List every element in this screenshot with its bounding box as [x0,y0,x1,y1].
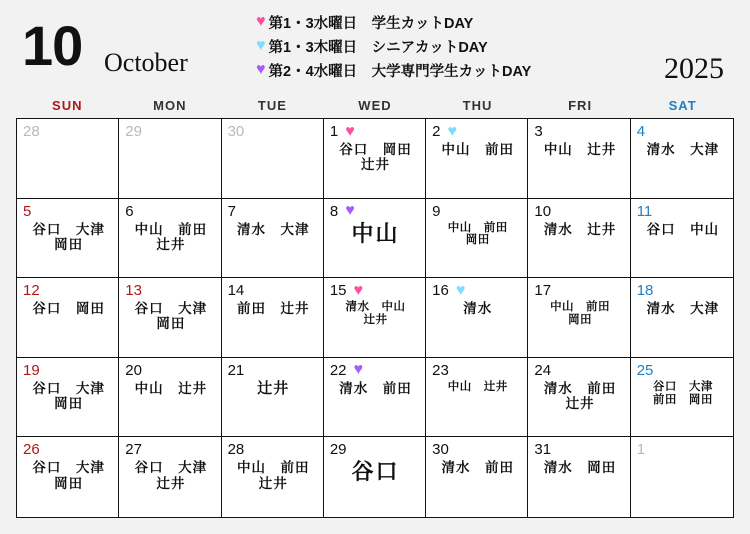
calendar-day-cell[interactable] [426,358,528,438]
day-number: 2 [432,123,441,140]
staff-name-line: 岡田 [54,475,84,491]
day-number-row [228,122,319,141]
day-number: 21 [227,361,245,379]
staff-names [534,381,625,411]
day-number: 22 [329,361,347,379]
day-number-row [534,122,625,141]
staff-name-line: 清水 大津 [646,142,720,157]
staff-name-line: 辻井 [156,236,186,252]
staff-names [432,301,523,316]
heart-icon: ♥ [256,37,266,54]
day-number: 6 [125,202,134,220]
day-number-row [534,361,625,380]
day-number: 16 [432,282,449,300]
staff-name-line: 清水 岡田 [543,460,617,476]
month-number: 10 [22,14,83,77]
calendar-day-cell[interactable] [324,199,426,279]
legend [256,10,656,82]
weekday-label-wed: WED [358,98,392,113]
calendar-day-cell[interactable] [324,278,426,358]
day-number: 3 [534,123,543,140]
staff-names [637,381,729,407]
calendar-day-cell[interactable] [222,199,324,279]
staff-name-line: 中山 前田 [134,221,208,237]
calendar-day-cell[interactable] [222,119,324,199]
day-number-row [330,122,421,141]
calendar-header [0,0,750,96]
day-number-row [432,361,523,380]
day-number-row [125,281,216,300]
day-number: 26 [23,441,40,459]
day-number-row [534,440,625,459]
staff-name-line: 谷口 大津 [32,380,105,396]
staff-name-line: 谷口 岡田 [32,301,105,317]
calendar-day-cell[interactable] [119,119,221,199]
staff-name-line: 谷口 大津 [652,380,713,393]
staff-name-line: 辻井 [565,395,595,411]
staff-name-line: 清水 前田 [441,460,515,476]
staff-names [637,301,729,316]
calendar-grid [16,118,734,518]
staff-name-line: 清水 前田 [339,380,412,396]
day-number-row [228,361,319,380]
calendar-day-cell[interactable] [17,119,119,199]
day-number-row [23,361,114,380]
staff-name-line: 中山 [351,220,400,246]
calendar-day-cell[interactable] [119,437,221,517]
month-name: October [104,48,188,77]
day-number: 19 [23,361,40,379]
heart-icon: ♥ [447,122,457,140]
calendar-day-cell[interactable] [631,199,733,279]
staff-names [432,142,523,157]
staff-name-line: 谷口 大津 [134,301,208,317]
staff-name-line: 中山 前田 [441,142,515,157]
staff-names [228,222,319,237]
weekday-label-sun: SUN [52,98,83,113]
calendar-day-cell[interactable] [528,119,630,199]
day-number-row [637,440,729,459]
year-label: 2025 [664,52,724,85]
staff-name-line: 清水 [463,301,493,317]
day-number: 24 [534,361,552,379]
staff-name-line: 辻井 [156,475,186,491]
heart-icon: ♥ [256,13,266,30]
staff-name-line: 清水 大津 [646,301,720,317]
calendar-day-cell[interactable] [528,437,630,517]
day-number: 28 [227,441,245,459]
heart-icon: ♥ [345,122,355,140]
staff-names [23,381,114,411]
staff-name-line: 岡田 [54,236,84,252]
staff-names [228,460,319,490]
day-number: 8 [329,202,339,220]
staff-names [330,301,421,327]
legend-row [256,58,656,82]
day-number-row [637,281,729,300]
calendar-day-cell[interactable] [426,199,528,279]
day-number-row [23,202,114,221]
calendar-day-cell[interactable] [426,437,528,517]
staff-names [330,381,421,396]
staff-names [125,301,216,331]
staff-name-line: 岡田 [568,314,593,327]
day-number: 23 [432,361,449,379]
day-number-row [228,202,319,221]
day-number: 30 [432,441,449,459]
legend-row [256,34,656,58]
staff-names [23,301,114,316]
calendar-day-cell[interactable] [528,199,630,279]
day-number: 11 [636,202,653,220]
staff-names [125,222,216,252]
day-number-row [23,122,114,141]
calendar-day-cell[interactable] [17,358,119,438]
staff-name-line: 辻井 [360,157,390,173]
day-number: 18 [636,282,654,300]
day-number: 20 [125,361,142,379]
heart-icon: ♥ [345,202,355,220]
day-number: 15 [329,282,347,300]
calendar-day-cell[interactable] [17,199,119,279]
calendar-day-cell[interactable] [222,437,324,517]
day-number-row [432,440,523,459]
heart-icon: ♥ [256,61,266,78]
staff-name-line: 谷口 大津 [32,460,105,476]
calendar-day-cell[interactable] [17,437,119,517]
staff-name-line: 辻井 [258,475,288,491]
heart-icon: ♥ [353,281,364,299]
legend-label: 第1・3水曜日 学生カットDAY [268,15,474,32]
day-number-row [432,281,523,300]
staff-names [637,222,729,237]
calendar-day-cell[interactable] [119,199,221,279]
day-number: 25 [636,361,654,379]
calendar-day-cell[interactable] [324,119,426,199]
day-number: 29 [329,441,347,459]
staff-names [125,460,216,490]
day-number-row [125,361,216,380]
day-number-row [125,440,216,459]
day-number: 28 [23,123,40,140]
day-number: 30 [227,123,245,140]
staff-name-line: 清水 中山 [345,301,406,314]
day-number: 14 [227,282,245,300]
day-number: 27 [125,441,142,459]
staff-name-line: 谷口 中山 [646,221,720,237]
day-number: 12 [23,282,40,300]
day-number-row [23,281,114,300]
day-number-row [125,202,216,221]
day-number-row [330,202,421,221]
day-number-row [330,281,421,300]
calendar-day-cell[interactable] [631,278,733,358]
staff-names [534,222,625,237]
staff-name-line: 中山 辻井 [543,142,617,157]
staff-name-line: 清水 前田 [543,380,617,396]
day-number: 1 [329,123,339,140]
day-number: 10 [534,202,552,220]
weekday-header-row [16,98,734,118]
weekday-label-fri: FRI [568,98,593,113]
calendar-day-cell[interactable] [222,358,324,438]
day-number: 9 [432,202,441,220]
day-number: 13 [125,282,142,300]
legend-label: 第1・3木曜日 シニアカットDAY [268,39,488,56]
weekday-label-thu: THU [462,98,493,113]
day-number: 4 [636,123,646,140]
calendar-day-cell[interactable] [426,119,528,199]
staff-names [534,142,625,157]
staff-names [228,381,319,398]
staff-name-line: 谷口 大津 [32,221,105,237]
weekday-label-mon: MON [153,98,187,113]
day-number-row [228,440,319,459]
calendar-day-cell[interactable] [631,358,733,438]
calendar-day-cell[interactable] [528,278,630,358]
staff-name-line: 中山 前田 [447,221,508,234]
staff-name-line: 岡田 [465,234,490,247]
calendar-day-cell[interactable] [222,278,324,358]
day-number-row [534,281,625,300]
day-number-row [432,202,523,221]
staff-names [534,301,625,327]
day-number-row [637,361,729,380]
day-number: 17 [534,282,552,300]
staff-name-line: 谷口 岡田 [339,142,412,157]
staff-name-line: 中山 辻井 [134,380,208,396]
legend-row [256,10,656,34]
day-number-row [637,122,729,141]
staff-names [637,142,729,157]
staff-name-line: 岡田 [156,316,186,332]
staff-names [432,381,523,394]
calendar-day-cell[interactable] [324,437,426,517]
day-number-row [432,122,523,141]
day-number: 1 [636,441,646,459]
staff-names [330,142,421,172]
weekday-label-sat: SAT [668,98,697,113]
staff-name-line: 辻井 [257,379,290,397]
staff-name-line: 清水 辻井 [543,221,617,237]
staff-names [330,222,421,247]
heart-icon: ♥ [353,361,364,379]
staff-names [23,222,114,252]
staff-name-line: 前田 辻井 [236,301,310,317]
staff-names [125,381,216,396]
staff-name-line: 前田 岡田 [652,393,713,406]
staff-name-line: 辻井 [363,314,388,327]
day-number-row [330,361,421,380]
calendar-day-cell[interactable] [631,119,733,199]
day-number: 29 [125,123,142,140]
legend-label: 第2・4水曜日 大学専門学生カットDAY [268,63,532,80]
day-number: 5 [23,202,32,220]
weekday-label-tue: TUE [257,98,287,113]
staff-name-line: 中山 辻井 [447,380,508,393]
day-number: 7 [227,202,236,220]
day-number-row [637,202,729,221]
heart-icon: ♥ [455,281,466,299]
calendar-day-cell[interactable] [119,278,221,358]
day-number-row [534,202,625,221]
staff-name-line: 中山 前田 [236,460,310,476]
day-number: 31 [534,441,552,459]
staff-names [432,460,523,475]
calendar-day-cell[interactable] [631,437,733,517]
day-number-row [330,440,421,459]
staff-names [23,460,114,490]
day-number-row [23,440,114,459]
calendar-day-cell[interactable] [119,358,221,438]
calendar-day-cell[interactable] [324,358,426,438]
staff-names [534,460,625,475]
staff-name-line: 谷口 大津 [134,460,208,476]
staff-name-line: 岡田 [54,395,84,411]
staff-names [228,301,319,316]
staff-name-line: 谷口 [351,459,400,485]
staff-name-line: 中山 前田 [550,301,611,314]
day-number-row [228,281,319,300]
calendar-day-cell[interactable] [528,358,630,438]
staff-name-line: 清水 大津 [236,221,310,237]
day-number-row [125,122,216,141]
staff-names [432,222,523,248]
staff-names [330,460,421,485]
calendar-day-cell[interactable] [17,278,119,358]
calendar-day-cell[interactable] [426,278,528,358]
